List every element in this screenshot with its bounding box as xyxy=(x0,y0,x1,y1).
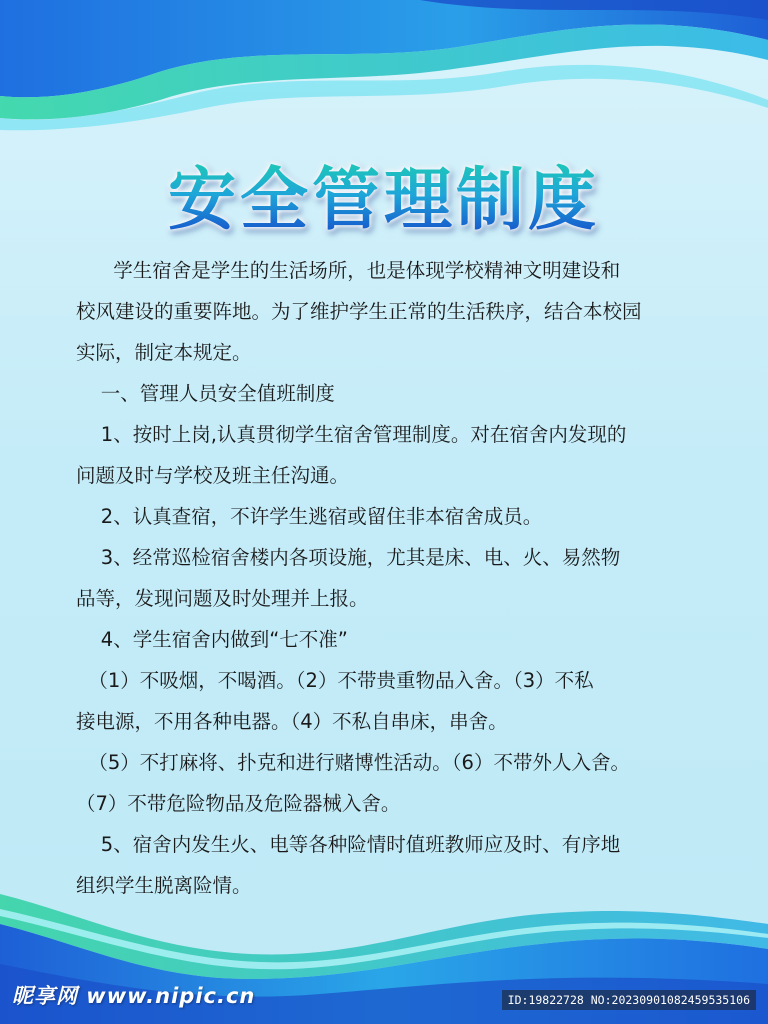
body-line: 4、学生宿舍内做到“七不准” xyxy=(76,628,348,651)
body-line: 2、认真查宿，不许学生逃宿或留住非本宿舍成员。 xyxy=(76,505,543,528)
body-line: 问题及时与学校及班主任沟通。 xyxy=(76,464,350,487)
body-line: 1、按时上岗,认真贯彻学生宿舍管理制度。对在宿舍内发现的 xyxy=(76,423,627,446)
body-line: （1）不吸烟，不喝酒。（2）不带贵重物品入舍。（3）不私 xyxy=(76,669,594,692)
body-line: （5）不打麻将、扑克和进行赌博性活动。（6）不带外人入舍。 xyxy=(76,751,630,774)
body-line: 组织学生脱离险情。 xyxy=(76,874,252,897)
body-line: 学生宿舍是学生的生活场所，也是体现学校精神文明建设和 xyxy=(76,259,621,282)
watermark-logo: 昵享网 www.nipic.cn xyxy=(12,984,256,1008)
body-line: 实际，制定本规定。 xyxy=(76,341,252,364)
body-line: 品等，发现问题及时处理并上报。 xyxy=(76,587,369,610)
watermark-id: ID:19822728 NO:20230901082459535106 xyxy=(502,990,756,1010)
body-line: （7）不带危险物品及危险器械入舍。 xyxy=(76,792,401,815)
poster-title: 安全管理制度 xyxy=(0,146,768,243)
body-line: 5、宿舍内发生火、电等各种险情时值班教师应及时、有序地 xyxy=(76,833,621,856)
section-heading: 一、管理人员安全值班制度 xyxy=(76,382,335,405)
poster-body xyxy=(76,250,716,906)
body-line: 接电源，不用各种电器。（4）不私自串床，串舍。 xyxy=(76,710,508,733)
top-wave-decoration xyxy=(0,0,768,150)
body-line: 3、经常巡检宿舍楼内各项设施，尤其是床、电、火、易然物 xyxy=(76,546,621,569)
body-line: 校风建设的重要阵地。为了维护学生正常的生活秩序，结合本校园 xyxy=(76,300,642,323)
